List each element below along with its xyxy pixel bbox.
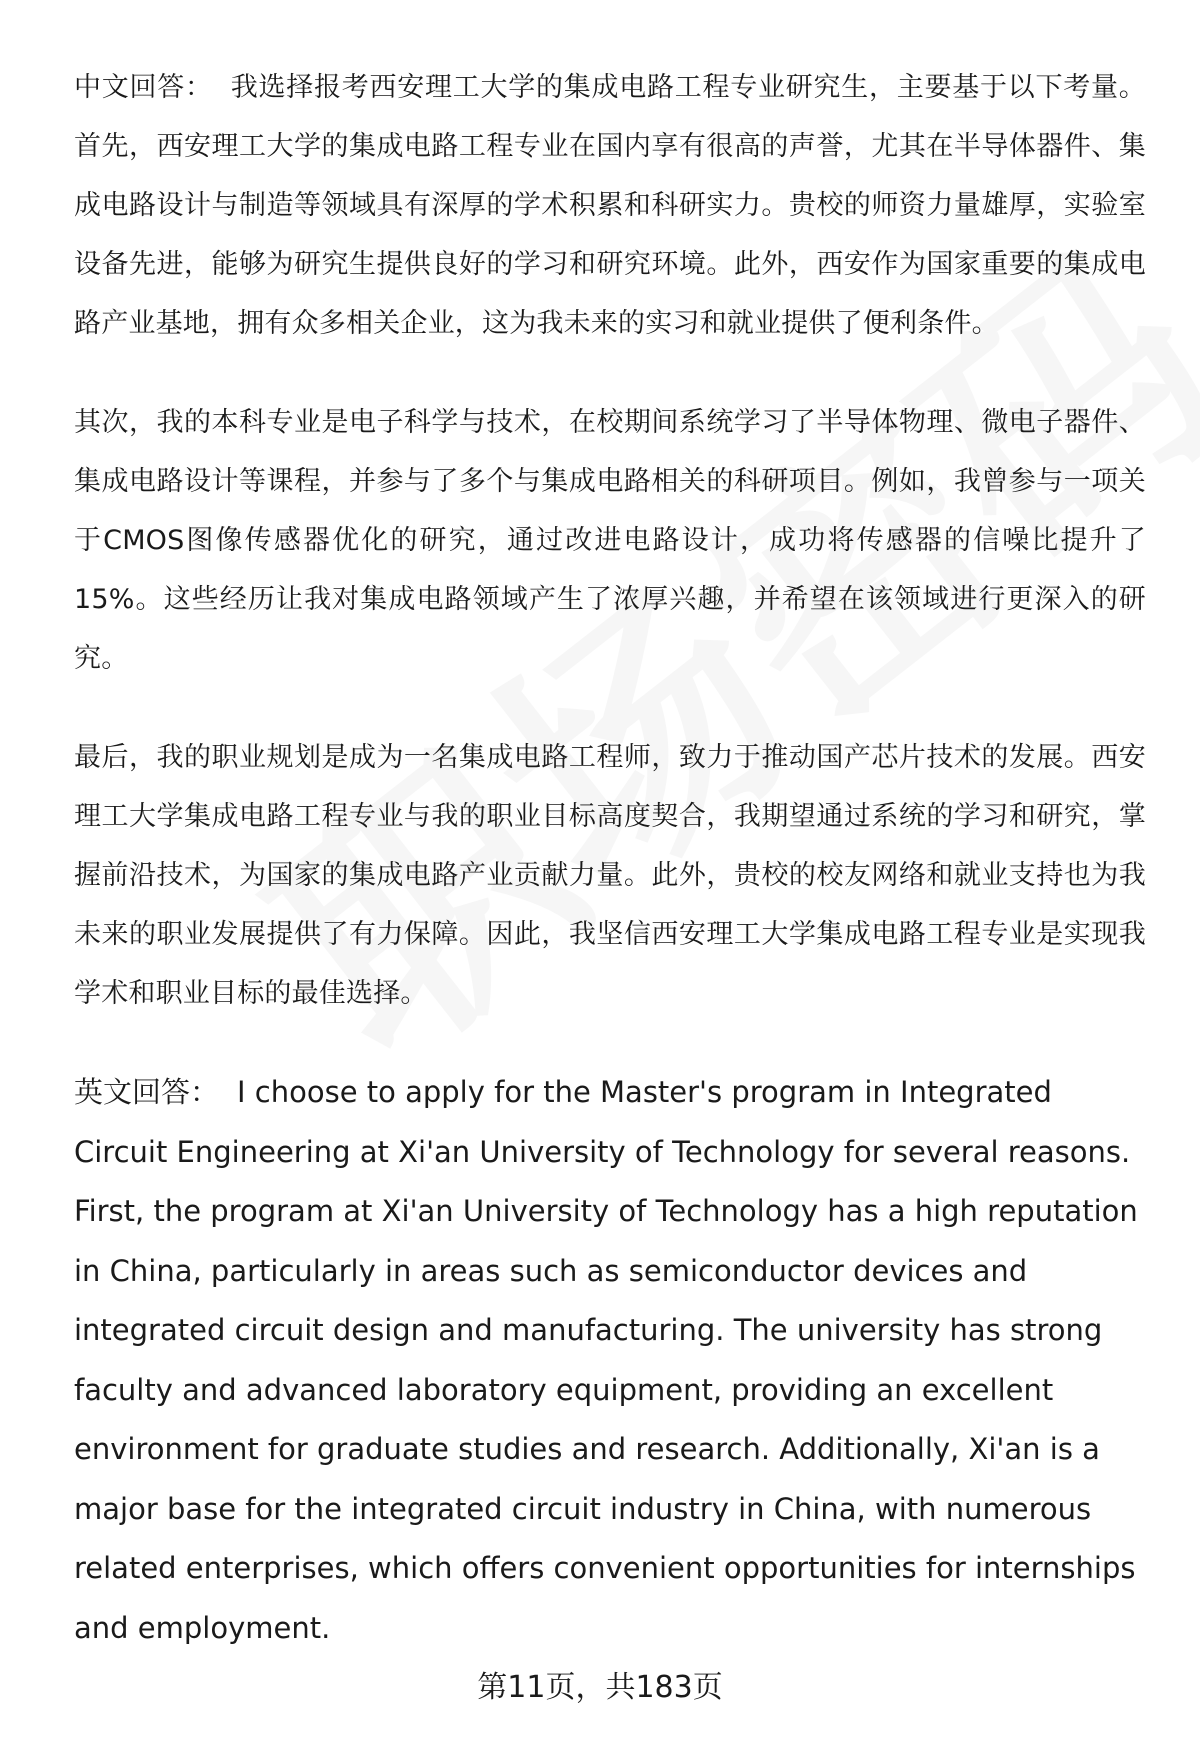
chinese-answer-label: 中文回答： xyxy=(74,72,213,103)
paragraph-en-1-text: I choose to apply for the Master's program in Integrated Circuit Engineering at Xi'an University of Technology for several reasons. First, the program at Xi'an University of Technology has a high reputation in China, particularly in areas such as semiconductor devices and integrated circuit design and manufacturing. The university has strong faculty and advanced laboratory equipment, providing an excellent environment for graduate studies and research. Additionally, Xi'an is a major base for the integrated circuit industry in China, with numerous related enterprises, which offers convenient opportunities for internships and employment. xyxy=(74,1075,1138,1645)
document-body xyxy=(74,58,1146,1698)
english-answer-label: 英文回答： xyxy=(74,1075,220,1109)
paragraph-cn-1 xyxy=(74,58,1146,353)
paragraph-cn-2: 其次，我的本科专业是电子科学与技术，在校期间系统学习了半导体物理、微电子器件、集成电路设计等课程，并参与了多个与集成电路相关的科研项目。例如，我曾参与一项关于CMOS图像传感器优化的研究，通过改进电路设计，成功将传感器的信噪比提升了15%。这些经历让我对集成电路领域产生了浓厚兴趣，并希望在该领域进行更深入的研究。 xyxy=(74,407,1146,674)
page-number: 第11页，共183页 xyxy=(477,1670,723,1705)
paragraph-en-1 xyxy=(74,1063,1146,1658)
paragraph-cn-1-text: 我选择报考西安理工大学的集成电路工程专业研究生，主要基于以下考量。首先，西安理工大学的集成电路工程专业在国内享有很高的声誉，尤其在半导体器件、集成电路设计与制造等领域具有深厚的学术积累和科研实力。贵校的师资力量雄厚，实验室设备先进，能够为研究生提供良好的学习和研究环境。此外，西安作为国家重要的集成电路产业基地，拥有众多相关企业，这为我未来的实习和就业提供了便利条件。 xyxy=(74,72,1146,339)
paragraph-cn-3: 最后，我的职业规划是成为一名集成电路工程师，致力于推动国产芯片技术的发展。西安理工大学集成电路工程专业与我的职业目标高度契合，我期望通过系统的学习和研究，掌握前沿技术，为国家的集成电路产业贡献力量。此外，贵校的校友网络和就业支持也为我未来的职业发展提供了有力保障。因此，我坚信西安理工大学集成电路工程专业是实现我学术和职业目标的最佳选择。 xyxy=(74,742,1146,1009)
